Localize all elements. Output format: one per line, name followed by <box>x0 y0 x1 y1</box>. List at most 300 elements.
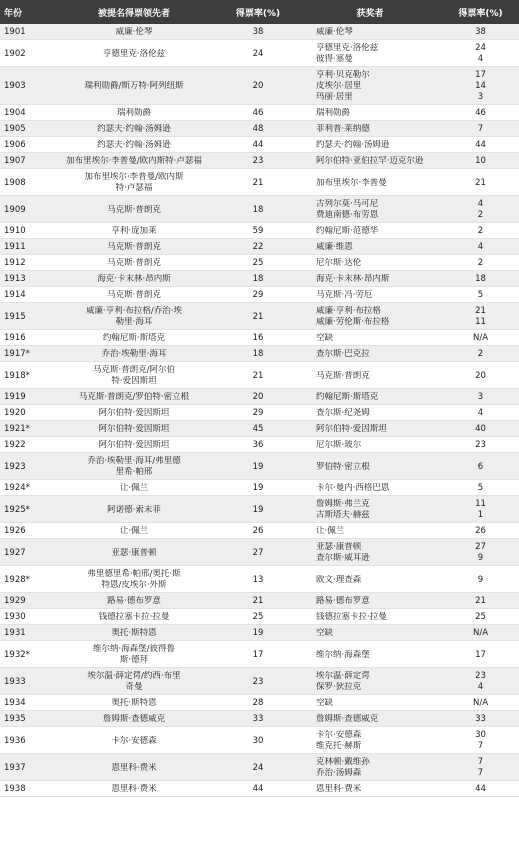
table-row <box>0 303 519 330</box>
cell-year: 1936 <box>0 727 50 754</box>
leader-name-line: 约翰尼斯·斯塔克 <box>102 333 166 343</box>
cell-year: 1938 <box>0 781 50 797</box>
leader-name-line: 马克斯·普朗克/阿尔伯 <box>92 365 176 375</box>
winner-rate-line: 21 <box>475 306 486 316</box>
table-row <box>0 196 519 223</box>
leader-name-line: 亨利·庞加莱 <box>111 226 157 236</box>
winner-rate-line: 25 <box>475 612 486 622</box>
winner-rate-line: 2 <box>477 210 484 220</box>
leader-name-line: 詹姆斯·查德威克 <box>102 714 166 724</box>
cell-winner-rate <box>442 437 519 453</box>
cell-winner <box>298 239 442 255</box>
table-row <box>0 539 519 566</box>
cell-leader <box>50 609 218 625</box>
cell-leader-rate: 38 <box>218 24 298 40</box>
cell-leader-rate: 59 <box>218 223 298 239</box>
cell-leader-rate: 44 <box>218 781 298 797</box>
winner-name-line: 马克斯·冯·劳厄 <box>316 290 373 300</box>
winner-rate-line: 7 <box>477 757 484 767</box>
cell-winner <box>298 287 442 303</box>
cell-leader-rate: 18 <box>218 196 298 223</box>
winner-rate-line: 26 <box>475 526 486 536</box>
winner-rate-line: N/A <box>472 628 489 638</box>
cell-leader <box>50 255 218 271</box>
cell-leader-rate: 19 <box>218 625 298 641</box>
cell-leader-rate: 24 <box>218 40 298 67</box>
cell-winner <box>298 668 442 695</box>
winner-name-line: 空缺 <box>316 628 334 638</box>
cell-leader <box>50 67 218 105</box>
cell-winner-rate <box>442 405 519 421</box>
winner-name-line: 钱德拉塞卡拉·拉曼 <box>316 612 387 622</box>
cell-winner <box>298 121 442 137</box>
winner-name-line: 詹姆斯·弗兰克 <box>316 499 370 509</box>
cell-leader-rate: 25 <box>218 609 298 625</box>
winner-rate-line: 2 <box>477 258 484 268</box>
winner-name-line: 查尔斯·威耳逊 <box>316 553 370 563</box>
cell-leader <box>50 137 218 153</box>
leader-name-line: 路易·德布罗意 <box>107 596 161 606</box>
winner-rate-line: 5 <box>477 483 484 493</box>
winner-rate-line: 44 <box>475 140 486 150</box>
cell-winner-rate <box>442 137 519 153</box>
cell-winner-rate <box>442 67 519 105</box>
winner-rate-line: 21 <box>475 596 486 606</box>
table-row <box>0 523 519 539</box>
table-row <box>0 105 519 121</box>
winner-rate-line: 4 <box>477 242 484 252</box>
leader-name-line: 钱德拉塞卡拉·拉曼 <box>98 612 170 622</box>
table-row <box>0 153 519 169</box>
cell-year: 1919 <box>0 389 50 405</box>
leader-name-line: 亚瑟·康普顿 <box>111 547 157 558</box>
winner-name-line: 菲利普·莱纳德 <box>316 124 370 134</box>
winner-name-line: 亨利·贝克勒尔 <box>316 70 370 80</box>
cell-winner <box>298 223 442 239</box>
table-row <box>0 754 519 781</box>
cell-leader-rate: 27 <box>218 539 298 566</box>
winner-name-line: 维尔纳·海森堡 <box>316 649 370 660</box>
table-row <box>0 593 519 609</box>
winner-name-line: 欧文·理查森 <box>316 574 362 585</box>
cell-winner-rate <box>442 609 519 625</box>
winner-rate-line: 7 <box>477 741 484 751</box>
table-row <box>0 287 519 303</box>
cell-leader <box>50 121 218 137</box>
cell-leader-rate: 18 <box>218 346 298 362</box>
leader-name-line: 加布里埃尔·李普曼/欧内斯特·卢瑟福 <box>66 156 202 166</box>
cell-leader-rate: 48 <box>218 121 298 137</box>
winner-rate-line: 7 <box>477 768 484 778</box>
cell-leader <box>50 40 218 67</box>
cell-winner <box>298 405 442 421</box>
cell-leader-rate: 19 <box>218 453 298 480</box>
leader-name-line: 阿尔伯特·爱因斯坦 <box>98 424 170 434</box>
cell-leader-rate: 18 <box>218 271 298 287</box>
cell-leader <box>50 389 218 405</box>
cell-winner <box>298 389 442 405</box>
winner-rate-line: 3 <box>477 92 484 102</box>
leader-name-line: 埃尔温·薛定谔/约西·布里 <box>87 671 181 681</box>
table-row <box>0 67 519 105</box>
table-row <box>0 781 519 797</box>
column-header-winner-rate: 得票率(%) <box>442 0 519 24</box>
cell-winner <box>298 421 442 437</box>
winner-name-line: 威廉·劳伦斯·布拉格 <box>316 317 390 327</box>
cell-leader <box>50 153 218 169</box>
cell-winner <box>298 727 442 754</box>
cell-winner-rate <box>442 566 519 593</box>
leader-name-line: 维尔纳·海森堡/彼得鲁 <box>92 644 176 654</box>
cell-year: 1916 <box>0 330 50 346</box>
leader-name-line: 乔治·埃勒里·海耳/弗里德 <box>87 456 181 466</box>
table-row <box>0 609 519 625</box>
cell-year: 1932* <box>0 641 50 668</box>
cell-winner <box>298 523 442 539</box>
cell-year: 1917* <box>0 346 50 362</box>
cell-year: 1911 <box>0 239 50 255</box>
cell-winner-rate <box>442 255 519 271</box>
table-row <box>0 239 519 255</box>
table-row <box>0 346 519 362</box>
cell-leader <box>50 754 218 781</box>
table-row <box>0 711 519 727</box>
column-header-winner: 获奖者 <box>298 0 442 24</box>
cell-leader-rate: 17 <box>218 641 298 668</box>
leader-name-line: 特恩/皮埃尔·外斯 <box>101 580 167 590</box>
winner-name-line: 查尔斯·纪尧姆 <box>316 408 370 418</box>
leader-name-line: 亨德里克·洛伦兹 <box>102 48 166 59</box>
leader-name-line: 加布里埃尔·李普曼/欧内斯 <box>84 172 184 182</box>
cell-year: 1924* <box>0 480 50 496</box>
cell-leader-rate: 28 <box>218 695 298 711</box>
winner-name-line: 让·佩兰 <box>316 526 345 536</box>
cell-leader-rate: 19 <box>218 480 298 496</box>
leader-name-line: 勒里·海耳 <box>115 317 153 327</box>
cell-winner <box>298 593 442 609</box>
leader-name-line: 斯·德拜 <box>119 655 149 665</box>
table-row <box>0 137 519 153</box>
cell-leader-rate: 24 <box>218 754 298 781</box>
leader-name-line: 阿诺德·索末菲 <box>107 504 161 515</box>
cell-winner <box>298 362 442 389</box>
winner-name-line: 约瑟夫·约翰·汤姆逊 <box>316 140 390 150</box>
leader-name-line: 恩里科·费米 <box>111 762 157 773</box>
winner-rate-line: 6 <box>477 461 484 472</box>
cell-winner-rate <box>442 496 519 523</box>
winner-rate-line: N/A <box>472 698 489 708</box>
cell-leader-rate: 22 <box>218 239 298 255</box>
winner-name-line: 海克·卡末林·昂内斯 <box>316 274 390 284</box>
leader-name-line: 卡尔·安德森 <box>111 735 157 746</box>
table-row <box>0 641 519 668</box>
table-row <box>0 496 519 523</box>
cell-leader <box>50 625 218 641</box>
cell-winner <box>298 496 442 523</box>
winner-name-line: 卡尔·安德森 <box>316 730 362 740</box>
winner-name-line: 埃尔温·薛定谔 <box>316 671 370 681</box>
winner-rate-line: 4 <box>477 408 484 418</box>
cell-year: 1920 <box>0 405 50 421</box>
winner-rate-line: 46 <box>475 108 486 118</box>
winner-rate-line: 4 <box>477 199 484 209</box>
winner-name-line: 古列尔莫·马可尼 <box>316 199 379 209</box>
cell-winner-rate <box>442 362 519 389</box>
cell-leader <box>50 539 218 566</box>
cell-winner-rate <box>442 121 519 137</box>
cell-winner <box>298 346 442 362</box>
cell-winner <box>298 781 442 797</box>
table-row <box>0 453 519 480</box>
cell-winner-rate <box>442 40 519 67</box>
winner-rate-line: 10 <box>475 156 486 166</box>
cell-leader-rate: 20 <box>218 389 298 405</box>
leader-name-line: 特·爱因斯坦 <box>111 376 157 386</box>
cell-leader <box>50 405 218 421</box>
winner-rate-line: 11 <box>475 499 486 509</box>
cell-winner <box>298 625 442 641</box>
cell-year: 1913 <box>0 271 50 287</box>
cell-leader-rate: 36 <box>218 437 298 453</box>
cell-leader <box>50 668 218 695</box>
cell-year: 1925* <box>0 496 50 523</box>
cell-leader <box>50 480 218 496</box>
leader-name-line: 马克斯·普朗克 <box>107 242 161 252</box>
cell-leader <box>50 711 218 727</box>
winner-rate-line: 21 <box>475 177 486 188</box>
cell-winner-rate <box>442 389 519 405</box>
leader-name-line: 乔治·埃勒里·海耳 <box>101 349 167 359</box>
winner-name-line: 罗伯特·密立根 <box>316 461 370 472</box>
table-row <box>0 223 519 239</box>
table-row <box>0 727 519 754</box>
winner-name-line: 费迪南德·布劳恩 <box>316 210 379 220</box>
cell-winner-rate <box>442 625 519 641</box>
winner-rate-line: 40 <box>475 424 486 434</box>
cell-winner-rate <box>442 727 519 754</box>
cell-year: 1910 <box>0 223 50 239</box>
table-row <box>0 40 519 67</box>
cell-leader-rate: 45 <box>218 421 298 437</box>
cell-leader-rate: 16 <box>218 330 298 346</box>
winner-name-line: 维克托·赫斯 <box>316 741 362 751</box>
winner-name-line: 尼尔斯·达伦 <box>316 258 362 268</box>
cell-year: 1933 <box>0 668 50 695</box>
cell-leader <box>50 727 218 754</box>
winner-rate-line: 23 <box>475 440 486 450</box>
cell-leader-rate: 21 <box>218 362 298 389</box>
cell-leader <box>50 239 218 255</box>
cell-winner <box>298 641 442 668</box>
winner-name-line: 保罗·狄拉克 <box>316 682 362 692</box>
cell-winner-rate <box>442 105 519 121</box>
leader-name-line: 约瑟夫·约翰·汤姆逊 <box>97 124 171 134</box>
cell-winner-rate <box>442 346 519 362</box>
table-row <box>0 695 519 711</box>
cell-winner-rate <box>442 641 519 668</box>
cell-winner-rate <box>442 24 519 40</box>
cell-year: 1929 <box>0 593 50 609</box>
cell-year: 1914 <box>0 287 50 303</box>
cell-winner-rate <box>442 695 519 711</box>
cell-winner-rate <box>442 480 519 496</box>
cell-winner <box>298 153 442 169</box>
cell-year: 1934 <box>0 695 50 711</box>
table-row <box>0 668 519 695</box>
cell-leader-rate: 33 <box>218 711 298 727</box>
cell-leader-rate: 30 <box>218 727 298 754</box>
table-row <box>0 437 519 453</box>
winner-name-line: 马克斯·普朗克 <box>316 370 370 381</box>
cell-year: 1926 <box>0 523 50 539</box>
cell-winner-rate <box>442 754 519 781</box>
winner-rate-line: 9 <box>477 553 484 563</box>
cell-winner-rate <box>442 539 519 566</box>
cell-winner-rate <box>442 303 519 330</box>
winner-name-line: 威廉·亨利·布拉格 <box>316 306 381 316</box>
cell-year: 1902 <box>0 40 50 67</box>
cell-winner-rate <box>442 223 519 239</box>
cell-winner-rate <box>442 421 519 437</box>
cell-winner <box>298 271 442 287</box>
leader-name-line: 阿尔伯特·爱因斯坦 <box>98 440 170 450</box>
winner-rate-line: 4 <box>477 682 484 692</box>
table-row <box>0 24 519 40</box>
leader-name-line: 瑞利勋爵/斯万特·阿列纽斯 <box>84 81 184 91</box>
cell-winner <box>298 609 442 625</box>
cell-year: 1927 <box>0 539 50 566</box>
cell-winner-rate <box>442 781 519 797</box>
cell-leader-rate: 29 <box>218 287 298 303</box>
winner-rate-line: 14 <box>475 81 486 91</box>
winner-name-line: 克林顿·戴维孙 <box>316 757 370 767</box>
table-header-row <box>0 0 519 24</box>
winner-name-line: 古斯塔夫·赫兹 <box>316 510 370 520</box>
column-header-leader-rate: 得票率(%) <box>218 0 298 24</box>
cell-leader <box>50 330 218 346</box>
leader-name-line: 马克斯·普朗克 <box>107 258 161 268</box>
table-body <box>0 24 519 797</box>
cell-winner <box>298 480 442 496</box>
leader-name-line: 里希·帕邢 <box>115 467 153 477</box>
cell-leader <box>50 421 218 437</box>
cell-winner <box>298 255 442 271</box>
cell-winner-rate <box>442 593 519 609</box>
winner-rate-line: 38 <box>475 27 486 37</box>
winner-name-line: 瑞利勋爵 <box>316 108 351 118</box>
leader-name-line: 特·卢瑟福 <box>115 183 153 193</box>
cell-year: 1935 <box>0 711 50 727</box>
cell-leader <box>50 496 218 523</box>
winner-name-line: 威廉·伦琴 <box>316 27 353 37</box>
cell-leader <box>50 287 218 303</box>
cell-winner <box>298 453 442 480</box>
table-row <box>0 625 519 641</box>
winner-rate-line: 30 <box>475 730 486 740</box>
cell-year: 1901 <box>0 24 50 40</box>
leader-name-line: 海克·卡末林·昂内斯 <box>97 274 171 284</box>
winner-rate-line: 23 <box>475 671 486 681</box>
cell-leader-rate: 44 <box>218 137 298 153</box>
column-header-year: 年份 <box>0 0 50 24</box>
winner-name-line: 威廉·维恩 <box>316 242 353 252</box>
winner-name-line: 约翰尼斯·范德华 <box>316 226 379 236</box>
cell-leader <box>50 781 218 797</box>
table-row <box>0 362 519 389</box>
leader-name-line: 阿尔伯特·爱因斯坦 <box>98 408 170 418</box>
winner-name-line: 乔治·汤姆森 <box>316 768 362 778</box>
leader-name-line: 恩里科·费米 <box>111 784 157 794</box>
cell-leader <box>50 303 218 330</box>
cell-leader-rate: 21 <box>218 303 298 330</box>
winner-rate-line: 27 <box>475 542 486 552</box>
cell-leader-rate: 20 <box>218 67 298 105</box>
winner-rate-line: 44 <box>475 784 486 794</box>
winner-name-line: 卡尔·曼内·西格巴恩 <box>316 483 390 493</box>
table-row <box>0 566 519 593</box>
cell-leader <box>50 223 218 239</box>
cell-winner <box>298 196 442 223</box>
winner-name-line: 约翰尼斯·斯塔克 <box>316 392 379 402</box>
cell-leader <box>50 271 218 287</box>
table-row <box>0 169 519 196</box>
cell-year: 1931 <box>0 625 50 641</box>
winner-rate-line: 2 <box>477 226 484 236</box>
cell-year: 1922 <box>0 437 50 453</box>
winner-name-line: 查尔斯·巴克拉 <box>316 349 370 359</box>
cell-leader-rate: 19 <box>218 496 298 523</box>
cell-leader <box>50 641 218 668</box>
winner-rate-line: 18 <box>475 274 486 284</box>
winner-name-line: 詹姆斯·查德威克 <box>316 714 379 724</box>
cell-winner-rate <box>442 668 519 695</box>
cell-leader <box>50 523 218 539</box>
winner-rate-line: 7 <box>477 124 484 134</box>
winner-name-line: 阿尔伯特·爱因斯坦 <box>316 424 387 434</box>
winner-rate-line: 2 <box>477 349 484 359</box>
cell-year: 1921* <box>0 421 50 437</box>
leader-name-line: 奥托·斯特恩 <box>111 628 157 638</box>
winner-name-line: 亚瑟·康普顿 <box>316 542 362 552</box>
cell-leader <box>50 105 218 121</box>
cell-winner-rate <box>442 523 519 539</box>
winner-rate-line: 17 <box>475 70 486 80</box>
table-row <box>0 480 519 496</box>
cell-winner <box>298 566 442 593</box>
table-row <box>0 405 519 421</box>
winner-name-line: 空缺 <box>316 333 334 343</box>
cell-winner-rate <box>442 330 519 346</box>
cell-leader-rate: 25 <box>218 255 298 271</box>
cell-year: 1923 <box>0 453 50 480</box>
cell-winner <box>298 169 442 196</box>
winner-rate-line: 20 <box>475 370 486 381</box>
winner-name-line: 皮埃尔·居里 <box>316 81 362 91</box>
cell-year: 1903 <box>0 67 50 105</box>
cell-winner-rate <box>442 239 519 255</box>
table-row <box>0 330 519 346</box>
winner-rate-line: N/A <box>472 333 489 343</box>
cell-leader <box>50 566 218 593</box>
cell-winner-rate <box>442 153 519 169</box>
cell-winner <box>298 105 442 121</box>
leader-name-line: 奇曼 <box>125 682 143 692</box>
cell-leader-rate: 21 <box>218 169 298 196</box>
cell-winner-rate <box>442 271 519 287</box>
cell-winner <box>298 711 442 727</box>
cell-leader <box>50 437 218 453</box>
table-row <box>0 271 519 287</box>
